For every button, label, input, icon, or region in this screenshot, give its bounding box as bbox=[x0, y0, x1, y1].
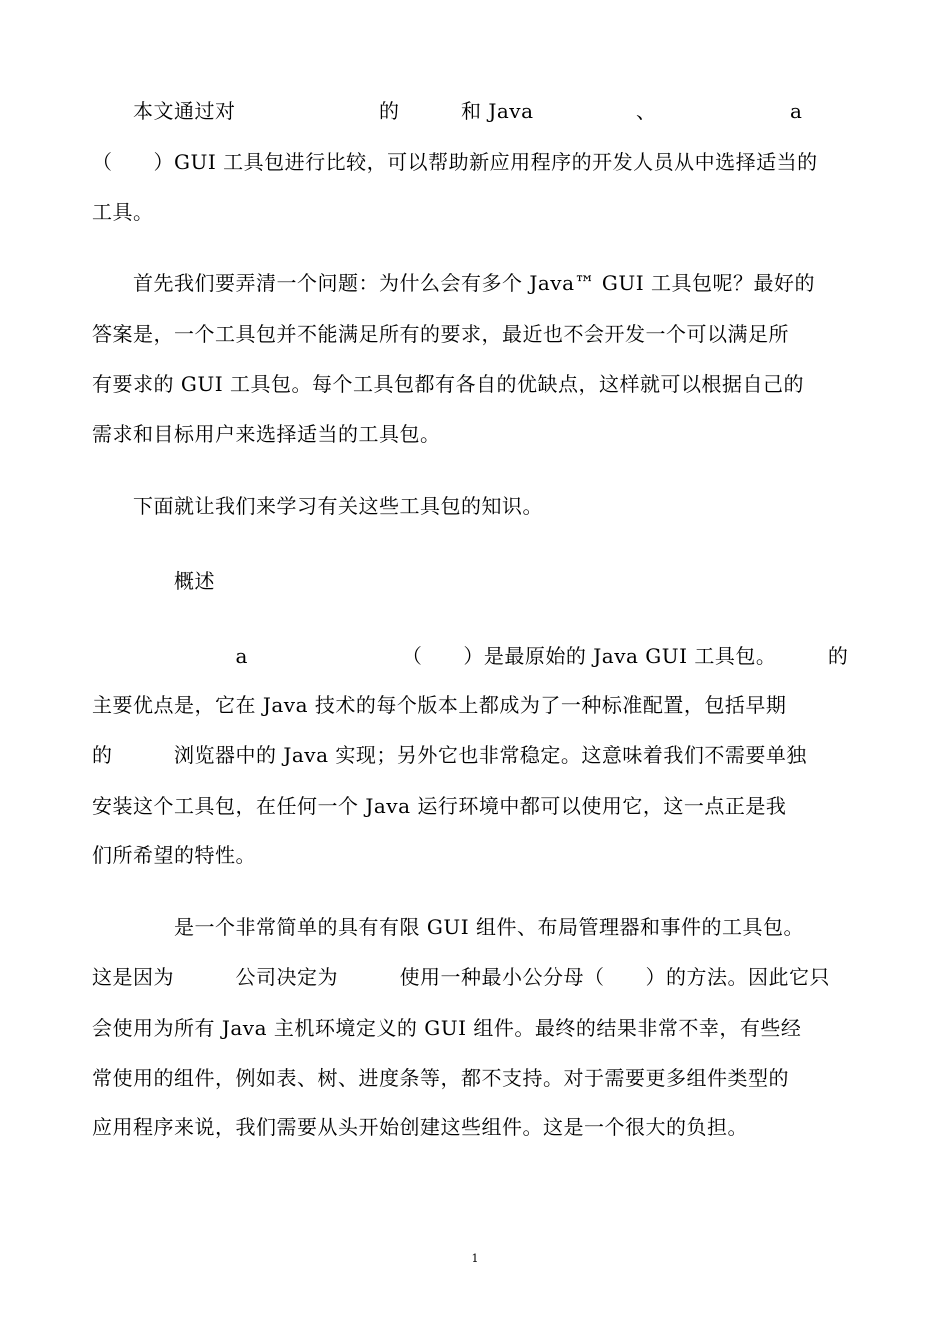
paragraph-3-line-1: 下面就让我们来学习有关这些工具包的知识。 bbox=[92, 494, 543, 518]
paragraph-5-line-3: 会使用为所有 Java 主机环境定义的 GUI 组件。最终的结果非常不幸，有些经 bbox=[92, 1016, 802, 1040]
page-number: 1 bbox=[471, 1252, 479, 1265]
paragraph-4-line-3: 的 浏览器中的 Java 实现；另外它也非常稳定。这意味着我们不需要单独 bbox=[92, 743, 807, 767]
paragraph-2-line-2: 答案是，一个工具包并不能满足所有的要求，最近也不会开发一个可以满足所 bbox=[92, 322, 789, 346]
paragraph-4-line-5: 们所希望的特性。 bbox=[92, 843, 256, 867]
paragraph-4-line-2: 主要优点是，它在 Java 技术的每个版本上都成为了一种标准配置，包括早期 bbox=[92, 693, 787, 717]
paragraph-2-line-1: 首先我们要弄清一个问题：为什么会有多个 Java™ GUI 工具包呢？最好的 bbox=[92, 271, 815, 295]
paragraph-2-line-3: 有要求的 GUI 工具包。每个工具包都有各自的优缺点，这样就可以根据自己的 bbox=[92, 372, 804, 396]
paragraph-1-line-3: 工具。 bbox=[92, 200, 154, 224]
paragraph-2-line-4: 需求和目标用户来选择适当的工具包。 bbox=[92, 422, 441, 446]
paragraph-4-line-4: 安装这个工具包，在任何一个 Java 运行环境中都可以使用它，这一点正是我 bbox=[92, 794, 787, 818]
paragraph-4-line-1: a （ ）是最原始的 Java GUI 工具包。 的 bbox=[92, 644, 849, 668]
paragraph-5-line-2: 这是因为 公司决定为 使用一种最小公分母（ ）的方法。因此它只 bbox=[92, 965, 830, 989]
paragraph-1-line-1: 本文通过对 的 和 Java 、 a bbox=[92, 99, 803, 123]
section-heading-overview: 概述 bbox=[92, 569, 215, 593]
paragraph-1-line-2: （ ）GUI 工具包进行比较，可以帮助新应用程序的开发人员从中选择适当的 bbox=[92, 150, 818, 174]
paragraph-5-line-1: 是一个非常简单的具有有限 GUI 组件、布局管理器和事件的工具包。 bbox=[92, 915, 804, 939]
paragraph-5-line-5: 应用程序来说，我们需要从头开始创建这些组件。这是一个很大的负担。 bbox=[92, 1115, 748, 1139]
paragraph-5-line-4: 常使用的组件，例如表、树、进度条等，都不支持。对于需要更多组件类型的 bbox=[92, 1066, 789, 1090]
